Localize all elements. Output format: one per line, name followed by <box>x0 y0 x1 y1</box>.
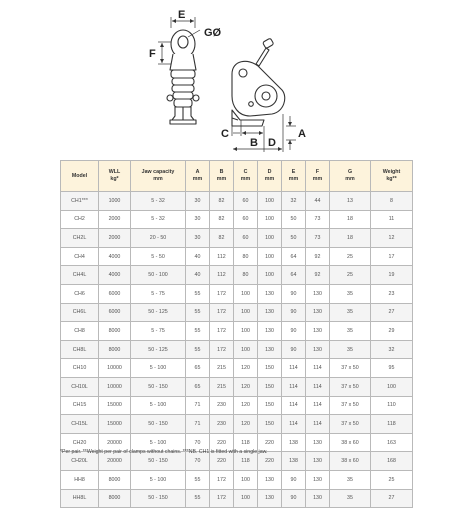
column-header <box>282 161 306 192</box>
table-cell: 38 x 60 <box>330 452 371 471</box>
table-cell: 114 <box>306 396 330 415</box>
table-cell: 13 <box>330 192 371 211</box>
table-cell: 71 <box>186 396 210 415</box>
clamp-front-view <box>232 38 296 152</box>
table-cell: 163 <box>371 433 413 452</box>
table-cell: 220 <box>210 433 234 452</box>
table-cell: 230 <box>210 415 234 434</box>
column-header-unit: mm <box>345 176 355 182</box>
table-cell: 20 - 50 <box>131 229 186 248</box>
table-cell: 95 <box>371 359 413 378</box>
table-cell: 172 <box>210 470 234 489</box>
table-cell: 5 - 100 <box>131 359 186 378</box>
table-cell: 35 <box>330 470 371 489</box>
table-cell: 100 <box>234 470 258 489</box>
table-cell: 130 <box>306 284 330 303</box>
dimension-label-f: F <box>149 48 156 60</box>
table-cell: 215 <box>210 359 234 378</box>
column-header-label: G <box>347 169 353 175</box>
table-cell: CH6 <box>61 284 99 303</box>
table-cell: 5 - 32 <box>131 210 186 229</box>
table-cell: 50 - 150 <box>131 489 186 508</box>
table-cell: 172 <box>210 340 234 359</box>
table-cell: HH8 <box>61 470 99 489</box>
dimension-label-c: C <box>221 128 229 140</box>
column-header <box>131 161 186 192</box>
table-cell: 120 <box>234 396 258 415</box>
table-cell: 4000 <box>99 247 131 266</box>
column-header-unit: mm <box>153 176 163 182</box>
table-body <box>61 192 413 508</box>
table-cell: 5 - 75 <box>131 284 186 303</box>
table-row <box>61 340 413 359</box>
table-cell: CH8L <box>61 340 99 359</box>
table-cell: 4000 <box>99 266 131 285</box>
table-cell: 25 <box>330 247 371 266</box>
table-cell: 60 <box>234 192 258 211</box>
table-cell: 35 <box>330 303 371 322</box>
table-cell: 8 <box>371 192 413 211</box>
column-header-label: D <box>267 169 272 175</box>
table-cell: 100 <box>258 192 282 211</box>
table-cell: 15000 <box>99 415 131 434</box>
table-cell: HH8L <box>61 489 99 508</box>
table-cell: 5 - 75 <box>131 322 186 341</box>
table-cell: 80 <box>234 247 258 266</box>
dimension-label-g: GØ <box>204 27 222 39</box>
table-cell: 50 - 100 <box>131 266 186 285</box>
column-header <box>99 161 131 192</box>
table-row <box>61 489 413 508</box>
table-cell: 10000 <box>99 359 131 378</box>
table-cell: 35 <box>330 322 371 341</box>
column-header-label: Weight <box>382 169 401 175</box>
table-cell: 60 <box>234 210 258 229</box>
table-row <box>61 470 413 489</box>
column-header <box>258 161 282 192</box>
table-cell: CH4 <box>61 247 99 266</box>
dimension-label-d: D <box>268 137 276 149</box>
table-cell: 32 <box>371 340 413 359</box>
table-cell: 10000 <box>99 377 131 396</box>
table-cell: 1000 <box>99 192 131 211</box>
table-cell: 12 <box>371 229 413 248</box>
table-cell: 40 <box>186 266 210 285</box>
table-cell: 55 <box>186 303 210 322</box>
table-cell: CH10 <box>61 359 99 378</box>
column-header-label: Jaw capacity <box>141 169 175 175</box>
table-cell: 5 - 100 <box>131 470 186 489</box>
table-cell: 90 <box>282 303 306 322</box>
table-row <box>61 322 413 341</box>
table-row <box>61 396 413 415</box>
table-cell: 15000 <box>99 396 131 415</box>
column-header <box>210 161 234 192</box>
column-header-unit: mm <box>192 176 203 182</box>
table-cell: 18 <box>330 210 371 229</box>
table-cell: CH8 <box>61 322 99 341</box>
dimension-label-a: A <box>298 128 306 140</box>
table-cell: 55 <box>186 489 210 508</box>
column-header-unit: mm <box>264 176 275 182</box>
table-cell: 6000 <box>99 303 131 322</box>
table-cell: 114 <box>282 396 306 415</box>
column-header-label: C <box>243 169 248 175</box>
table-cell: 60 <box>234 229 258 248</box>
table-cell: 30 <box>186 192 210 211</box>
table-row <box>61 210 413 229</box>
table-cell: CH2L <box>61 229 99 248</box>
table-cell: 172 <box>210 322 234 341</box>
table-cell: 64 <box>282 247 306 266</box>
table-row <box>61 415 413 434</box>
table-cell: 37 x 50 <box>330 396 371 415</box>
table-cell: 70 <box>186 452 210 471</box>
table-cell: 50 - 150 <box>131 377 186 396</box>
table-cell: 20000 <box>99 433 131 452</box>
table-cell: 70 <box>186 433 210 452</box>
table-cell: 100 <box>258 266 282 285</box>
table-cell: 172 <box>210 489 234 508</box>
table-cell: 120 <box>234 359 258 378</box>
table-cell: 100 <box>258 247 282 266</box>
footnote: *Per pair. **Weight per pair of clamps without chains. ***NB. CH1 is fitted with a single jaw. <box>60 449 268 455</box>
column-header <box>371 161 413 192</box>
table-cell: CH6L <box>61 303 99 322</box>
table-cell: 90 <box>282 470 306 489</box>
table-row <box>61 229 413 248</box>
table-cell: 114 <box>306 359 330 378</box>
table-cell: 19 <box>371 266 413 285</box>
table-cell: 44 <box>306 192 330 211</box>
table-cell: 130 <box>258 284 282 303</box>
column-header-unit: kg* <box>110 176 119 182</box>
table-cell: 90 <box>282 322 306 341</box>
column-header-unit: mm <box>288 176 299 182</box>
table-cell: 82 <box>210 210 234 229</box>
table-cell: 130 <box>306 452 330 471</box>
table-cell: 172 <box>210 284 234 303</box>
table-cell: 11 <box>371 210 413 229</box>
clamp-side-view <box>158 17 200 124</box>
table-cell: 114 <box>282 415 306 434</box>
table-cell: 118 <box>234 433 258 452</box>
table-cell: 82 <box>210 229 234 248</box>
table-cell: 37 x 50 <box>330 415 371 434</box>
table-cell: 8000 <box>99 470 131 489</box>
table-cell: 130 <box>306 303 330 322</box>
table-cell: 112 <box>210 247 234 266</box>
table-cell: 50 - 150 <box>131 415 186 434</box>
column-header <box>234 161 258 192</box>
table-cell: 35 <box>330 489 371 508</box>
table-cell: 32 <box>282 192 306 211</box>
table-cell: 64 <box>282 266 306 285</box>
table-cell: 90 <box>282 489 306 508</box>
column-header <box>186 161 210 192</box>
table-cell: 5 - 100 <box>131 396 186 415</box>
table-cell: 130 <box>258 340 282 359</box>
table-cell: 5 - 50 <box>131 247 186 266</box>
table-cell: 150 <box>258 377 282 396</box>
table-cell: 220 <box>210 452 234 471</box>
table-cell: 114 <box>306 415 330 434</box>
table-cell: 110 <box>371 396 413 415</box>
table-cell: 100 <box>258 229 282 248</box>
specification-table <box>60 160 413 508</box>
column-header-label: F <box>315 169 320 175</box>
table-cell: 8000 <box>99 322 131 341</box>
table-row <box>61 284 413 303</box>
column-header-unit: mm <box>216 176 227 182</box>
table-cell: 5 - 32 <box>131 192 186 211</box>
table-cell: 138 <box>282 433 306 452</box>
table-cell: 71 <box>186 415 210 434</box>
column-header <box>61 161 99 192</box>
table-cell: 23 <box>371 284 413 303</box>
column-header-label: Model <box>71 172 88 179</box>
table-cell: 118 <box>234 452 258 471</box>
table-cell: 50 - 150 <box>131 452 186 471</box>
table-cell: 100 <box>234 284 258 303</box>
clamp-dimension-diagram <box>0 0 474 156</box>
table-cell: 20000 <box>99 452 131 471</box>
table-cell: 55 <box>186 284 210 303</box>
table-cell: 2000 <box>99 210 131 229</box>
column-header-unit: mm <box>312 176 323 182</box>
table-cell: CH15L <box>61 415 99 434</box>
table-cell: 92 <box>306 266 330 285</box>
table-cell: 50 - 125 <box>131 303 186 322</box>
table-cell: 8000 <box>99 340 131 359</box>
table-cell: 73 <box>306 210 330 229</box>
table-cell: 150 <box>258 396 282 415</box>
column-header-unit: kg** <box>386 176 397 182</box>
table-cell: 50 - 125 <box>131 340 186 359</box>
table-row <box>61 303 413 322</box>
table-cell: 25 <box>371 470 413 489</box>
table-cell: 27 <box>371 489 413 508</box>
table-cell: 130 <box>258 470 282 489</box>
table-cell: 100 <box>234 340 258 359</box>
table-cell: 2000 <box>99 229 131 248</box>
table-cell: 29 <box>371 322 413 341</box>
table-cell: 138 <box>282 452 306 471</box>
table-cell: 5 - 100 <box>131 433 186 452</box>
table-cell: 30 <box>186 229 210 248</box>
table-cell: 220 <box>258 452 282 471</box>
table-cell: 90 <box>282 340 306 359</box>
table-cell: 118 <box>371 415 413 434</box>
column-header-label: B <box>219 169 224 175</box>
table-cell: CH10L <box>61 377 99 396</box>
table-cell: 150 <box>258 359 282 378</box>
table-cell: CH20L <box>61 452 99 471</box>
table-cell: CH1*** <box>61 192 99 211</box>
table-cell: 112 <box>210 266 234 285</box>
table-cell: 82 <box>210 192 234 211</box>
dimension-label-b: B <box>250 137 258 149</box>
table-cell: 130 <box>306 322 330 341</box>
table-cell: 220 <box>258 433 282 452</box>
table-header-row <box>61 161 413 192</box>
column-header-label: A <box>195 169 200 175</box>
table-cell: CH15 <box>61 396 99 415</box>
table-cell: 37 x 50 <box>330 377 371 396</box>
column-header <box>306 161 330 192</box>
table-cell: 25 <box>330 266 371 285</box>
table-cell: 90 <box>282 284 306 303</box>
table-cell: 38 x 60 <box>330 433 371 452</box>
table-cell: 215 <box>210 377 234 396</box>
table-cell: CH4L <box>61 266 99 285</box>
column-header-label: E <box>291 169 296 175</box>
table-cell: 130 <box>306 489 330 508</box>
table-cell: 120 <box>234 415 258 434</box>
table-cell: 6000 <box>99 284 131 303</box>
dimension-label-e: E <box>178 9 186 21</box>
table-cell: 100 <box>258 210 282 229</box>
table-cell: 27 <box>371 303 413 322</box>
table-cell: 114 <box>282 359 306 378</box>
table-cell: CH2 <box>61 210 99 229</box>
table-cell: 55 <box>186 340 210 359</box>
table-cell: 50 <box>282 210 306 229</box>
table-cell: 114 <box>306 377 330 396</box>
column-header-label: WLL <box>108 169 121 175</box>
table-cell: 100 <box>234 489 258 508</box>
table-row <box>61 247 413 266</box>
table-cell: 172 <box>210 303 234 322</box>
table-cell: 130 <box>258 489 282 508</box>
table-cell: 130 <box>258 322 282 341</box>
table-cell: 35 <box>330 284 371 303</box>
table-cell: 35 <box>330 340 371 359</box>
table-cell: 17 <box>371 247 413 266</box>
table-cell: CH20 <box>61 433 99 452</box>
table-row <box>61 192 413 211</box>
table-cell: 100 <box>234 322 258 341</box>
table-row <box>61 377 413 396</box>
table-cell: 168 <box>371 452 413 471</box>
table-cell: 65 <box>186 377 210 396</box>
table-cell: 8000 <box>99 489 131 508</box>
table-cell: 55 <box>186 470 210 489</box>
table-cell: 114 <box>282 377 306 396</box>
table-cell: 130 <box>306 470 330 489</box>
table-cell: 100 <box>234 303 258 322</box>
column-header-unit: mm <box>240 176 251 182</box>
column-header <box>330 161 371 192</box>
table-cell: 230 <box>210 396 234 415</box>
table-row <box>61 266 413 285</box>
table-cell: 18 <box>330 229 371 248</box>
table-row <box>61 359 413 378</box>
table-cell: 50 <box>282 229 306 248</box>
table-cell: 130 <box>306 433 330 452</box>
table-cell: 37 x 50 <box>330 359 371 378</box>
table-cell: 73 <box>306 229 330 248</box>
table-cell: 80 <box>234 266 258 285</box>
table-cell: 40 <box>186 247 210 266</box>
table-cell: 30 <box>186 210 210 229</box>
table-cell: 130 <box>306 340 330 359</box>
table-cell: 150 <box>258 415 282 434</box>
table-cell: 92 <box>306 247 330 266</box>
table-cell: 65 <box>186 359 210 378</box>
table-cell: 120 <box>234 377 258 396</box>
table-cell: 130 <box>258 303 282 322</box>
table-cell: 55 <box>186 322 210 341</box>
table-cell: 100 <box>371 377 413 396</box>
